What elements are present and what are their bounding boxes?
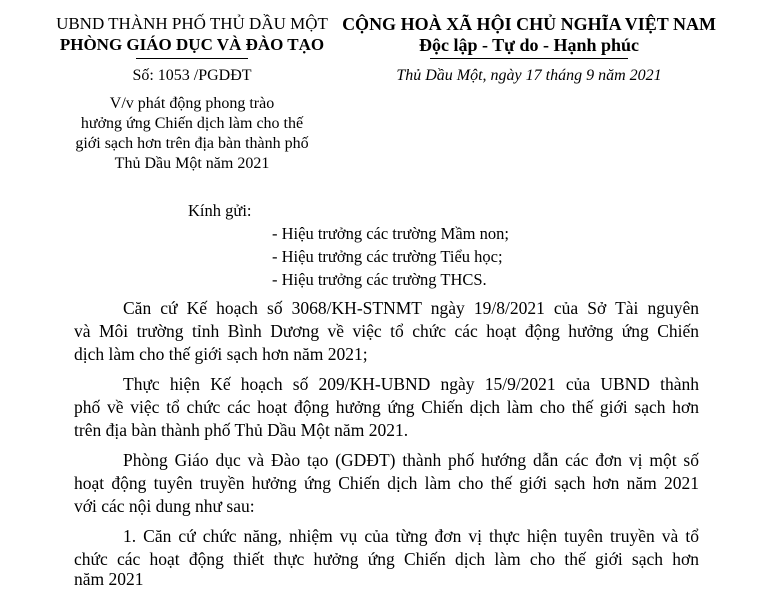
department-name: PHÒNG GIÁO DỤC VÀ ĐÀO TẠO: [59, 35, 325, 54]
paragraph-line: chức các hoạt động thiết thực hưởng ứng Chiến dịch làm cho thế giới sạch hơn: [74, 549, 699, 569]
paragraph-line: 1. Căn cứ chức năng, nhiệm vụ của từng đơn vị thực hiện tuyên truyền và tổ: [123, 526, 699, 546]
paragraph-line: Căn cứ Kế hoạch số 3068/KH-STNMT ngày 19/8/2021 của Sở Tài nguyên: [123, 298, 699, 318]
paragraph-line: năm 2021: [74, 569, 144, 589]
subject-line: V/v phát động phong trào: [109, 95, 275, 112]
paragraph-line: phố về việc tổ chức các hoạt động hưởng ứng Chiến dịch làm cho thế giới sạch hơn: [74, 397, 699, 417]
paragraph-line: với các nội dung như sau:: [74, 496, 255, 516]
recipient-item: - Hiệu trưởng các trường THCS.: [272, 270, 487, 289]
paragraph-line: và Môi trường tỉnh Bình Dương về việc tổ chức các hoạt động hưởng ứng Chiến: [74, 321, 699, 341]
paragraph-line: dịch làm cho thế giới sạch hơn năm 2021;: [74, 344, 368, 364]
subject-line: giới sạch hơn trên địa bàn thành phố: [75, 135, 309, 152]
paragraph-line: Phòng Giáo dục và Đào tạo (GDĐT) thành phố hướng dẫn các đơn vị một số: [123, 450, 699, 470]
paragraph-line: hoạt động tuyên truyền hưởng ứng Chiến dịch làm cho thế giới sạch hơn năm 2021: [74, 473, 699, 493]
recipient-item: - Hiệu trưởng các trường Tiểu học;: [272, 247, 503, 266]
paragraph-line: Thực hiện Kế hoạch số 209/KH-UBND ngày 15/9/2021 của UBND thành: [123, 374, 699, 394]
subject-line: Thủ Dầu Một năm 2021: [114, 155, 270, 172]
place-and-date: Thủ Dầu Một, ngày 17 tháng 9 năm 2021: [396, 67, 662, 84]
motto-underline: [430, 58, 628, 59]
paragraph-line: trên địa bàn thành phố Thủ Dầu Một năm 2021.: [74, 420, 409, 440]
subject-line: hưởng ứng Chiến dịch làm cho thế: [80, 115, 304, 132]
greeting: Kính gửi:: [188, 201, 252, 220]
national-motto: Độc lập - Tự do - Hạnh phúc: [418, 35, 640, 55]
document-number: Số: 1053 /PGDĐT: [132, 67, 252, 84]
department-underline: [136, 58, 248, 59]
national-title: CỘNG HOÀ XÃ HỘI CHỦ NGHĨA VIỆT NAM: [342, 14, 716, 34]
agency-name: UBND THÀNH PHỐ THỦ DẦU MỘT: [56, 14, 328, 33]
recipient-item: - Hiệu trưởng các trường Mầm non;: [272, 224, 509, 243]
